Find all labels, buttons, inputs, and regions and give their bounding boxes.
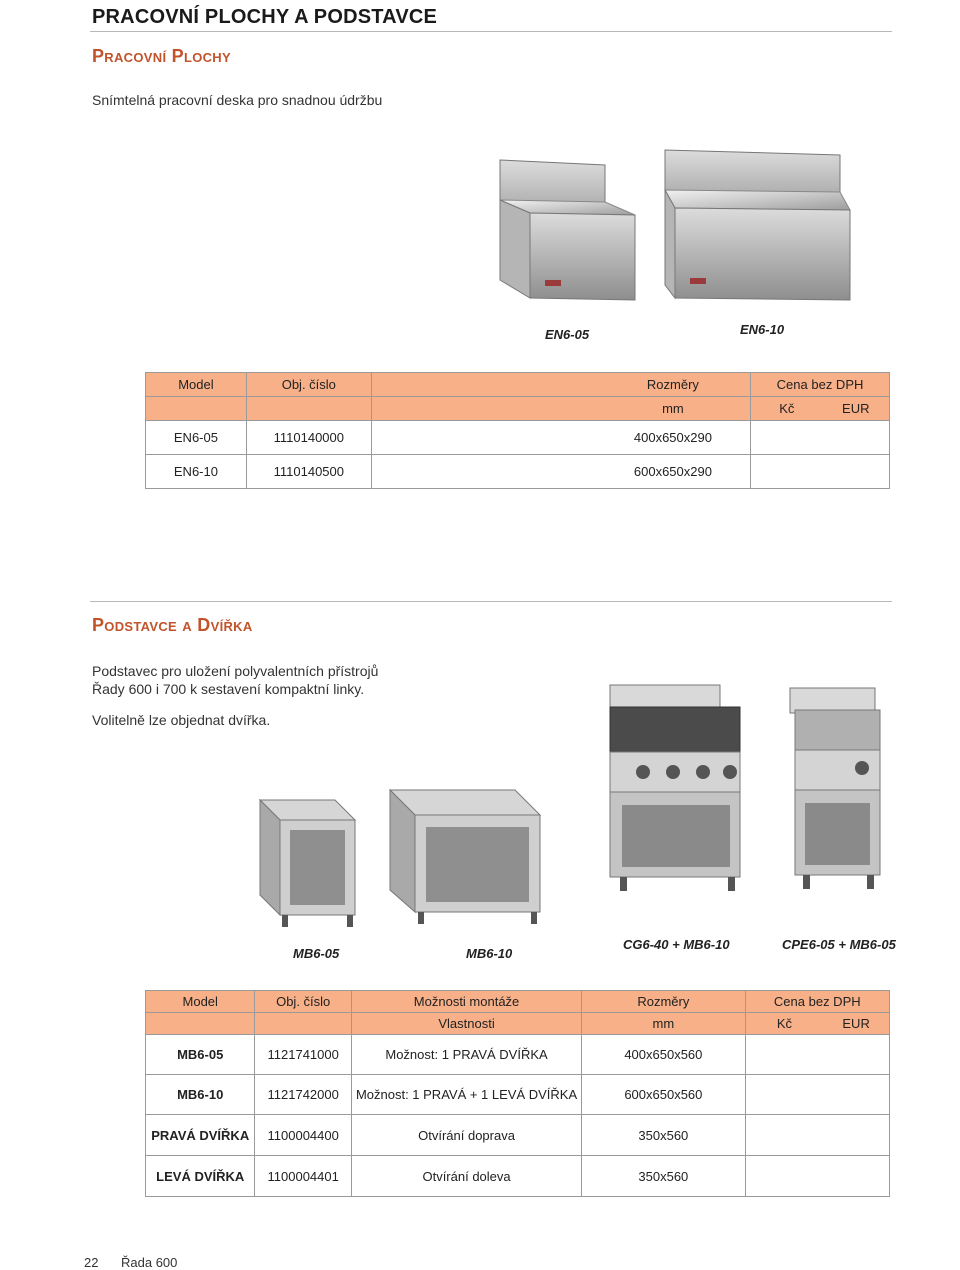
row-obj: 1121742000 bbox=[255, 1075, 351, 1115]
work-surface-illustration bbox=[485, 140, 865, 310]
row-option: Otvírání doleva bbox=[351, 1156, 581, 1197]
caption-en6-05: EN6-05 bbox=[545, 327, 590, 342]
col-header-mm: mm bbox=[582, 1013, 745, 1035]
col-header-czk: Kč bbox=[745, 1013, 823, 1035]
table-row bbox=[146, 1115, 890, 1156]
col-header-obj: Obj. číslo bbox=[246, 373, 371, 397]
row-dims: 400x650x290 bbox=[596, 421, 751, 455]
row-dims: 600x650x290 bbox=[596, 455, 751, 489]
series-label: Řada 600 bbox=[121, 1255, 178, 1270]
description-line-3: Volitelně lze objednat dvířka. bbox=[92, 712, 271, 728]
description-line-2: Řady 600 i 700 k sestavení kompaktní linky. bbox=[92, 681, 365, 697]
row-dims: 350x560 bbox=[582, 1156, 745, 1197]
caption-mb6-05: MB6-05 bbox=[293, 946, 340, 961]
row-obj: 1110140000 bbox=[246, 421, 371, 455]
col-header-mm: mm bbox=[596, 397, 751, 421]
col-header-price: Cena bez DPH bbox=[745, 991, 889, 1013]
row-obj: 1100004401 bbox=[255, 1156, 351, 1197]
section-title-work-surfaces: Pracovní Plochy bbox=[92, 46, 231, 66]
table-row bbox=[146, 1035, 890, 1075]
work-surfaces-table bbox=[145, 372, 890, 489]
mb6-05-product-image bbox=[260, 800, 355, 927]
section-description: Snímtelná pracovní deska pro snadnou údržbu bbox=[92, 92, 383, 108]
col-header-price: Cena bez DPH bbox=[751, 373, 890, 397]
row-option: Otvírání doprava bbox=[351, 1115, 581, 1156]
stands-table bbox=[145, 990, 890, 1197]
col-header-options: Možnosti montáže bbox=[351, 991, 581, 1013]
cg6-40-mb6-10-product-image bbox=[610, 685, 740, 891]
row-dims: 600x650x560 bbox=[582, 1075, 745, 1115]
section-divider bbox=[90, 601, 892, 602]
description-line-1: Podstavec pro uložení polyvalentních přístrojů bbox=[92, 663, 379, 679]
en6-10-product-image bbox=[665, 150, 850, 300]
table-row bbox=[146, 421, 890, 455]
section-title-stands-doors: Podstavce a Dvířka bbox=[92, 615, 253, 635]
row-obj: 1121741000 bbox=[255, 1035, 351, 1075]
page-title: PRACOVNÍ PLOCHY A PODSTAVCE bbox=[92, 6, 438, 28]
col-header-obj: Obj. číslo bbox=[255, 991, 351, 1013]
page-number: 22 bbox=[84, 1255, 99, 1270]
title-divider bbox=[90, 31, 892, 32]
row-dims: 400x650x560 bbox=[582, 1035, 745, 1075]
stands-illustration bbox=[250, 680, 900, 940]
row-model: PRAVÁ DVÍŘKA bbox=[146, 1115, 255, 1156]
row-model: MB6-10 bbox=[146, 1075, 255, 1115]
col-header-eur: EUR bbox=[823, 397, 890, 421]
table-row bbox=[146, 455, 890, 489]
col-header-dims: Rozměry bbox=[596, 373, 751, 397]
row-obj: 1110140500 bbox=[246, 455, 371, 489]
col-header-model: Model bbox=[146, 373, 247, 397]
col-header-dims: Rozměry bbox=[582, 991, 745, 1013]
en6-05-product-image bbox=[500, 160, 635, 300]
row-model: EN6-10 bbox=[146, 455, 247, 489]
caption-en6-10: EN6-10 bbox=[740, 322, 785, 337]
col-header-properties: Vlastnosti bbox=[351, 1013, 581, 1035]
row-dims: 350x560 bbox=[582, 1115, 745, 1156]
col-header-model: Model bbox=[146, 991, 255, 1013]
row-model: LEVÁ DVÍŘKA bbox=[146, 1156, 255, 1197]
mb6-10-product-image bbox=[390, 790, 540, 924]
caption-cpe6-05-mb6-05: CPE6-05 + MB6-05 bbox=[782, 937, 896, 952]
table-row bbox=[146, 1156, 890, 1197]
row-model: MB6-05 bbox=[146, 1035, 255, 1075]
col-header-czk: Kč bbox=[751, 397, 823, 421]
caption-cg6-40-mb6-10: CG6-40 + MB6-10 bbox=[623, 937, 730, 952]
col-header-eur: EUR bbox=[823, 1013, 889, 1035]
caption-mb6-10: MB6-10 bbox=[466, 946, 513, 961]
row-option: Možnost: 1 PRAVÁ + 1 LEVÁ DVÍŘKA bbox=[351, 1075, 581, 1115]
row-obj: 1100004400 bbox=[255, 1115, 351, 1156]
table-row bbox=[146, 1075, 890, 1115]
row-model: EN6-05 bbox=[146, 421, 247, 455]
row-option: Možnost: 1 PRAVÁ DVÍŘKA bbox=[351, 1035, 581, 1075]
cpe6-05-mb6-05-product-image bbox=[790, 688, 880, 889]
